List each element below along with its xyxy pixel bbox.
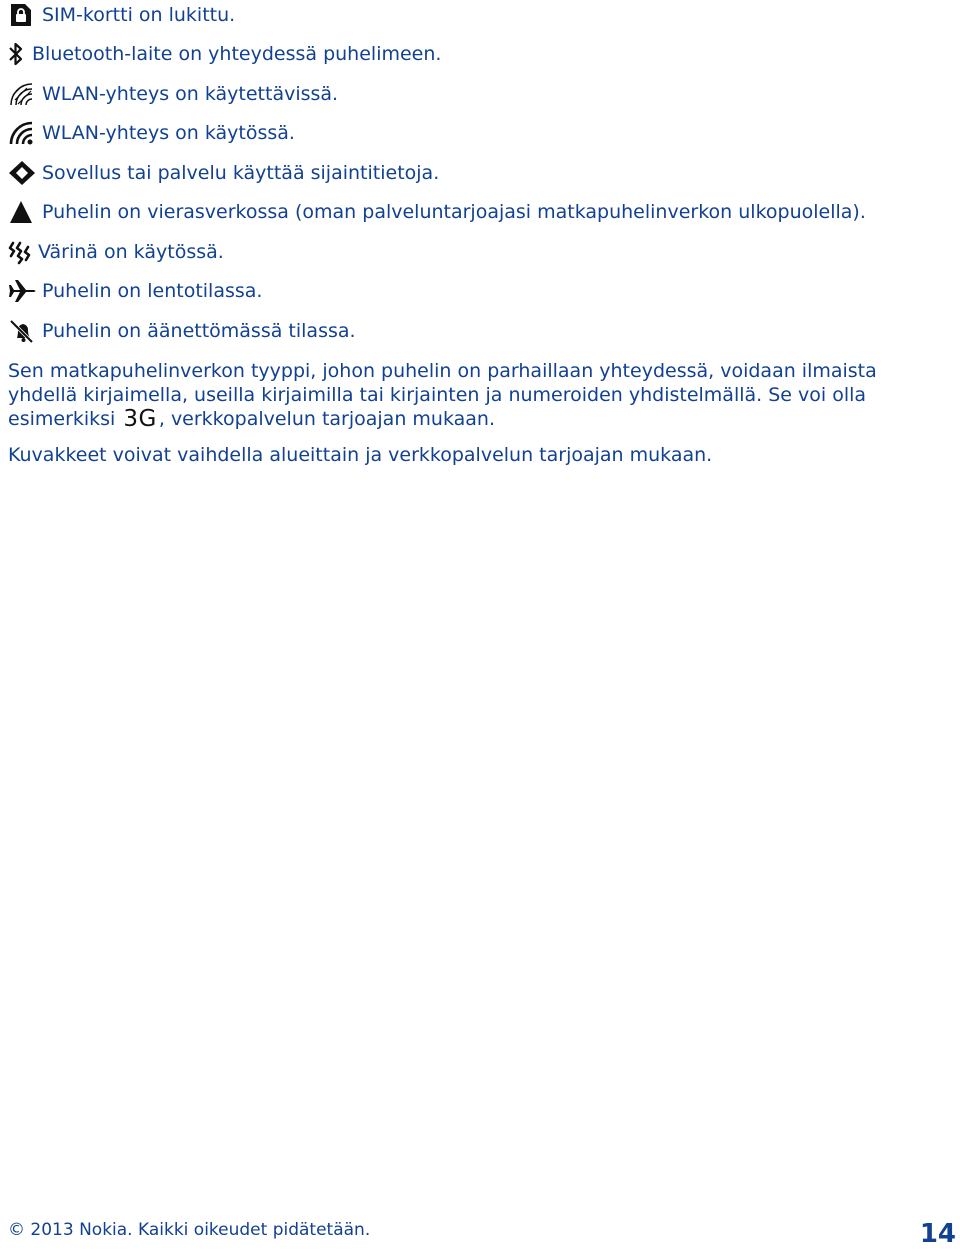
indicator-label: Sovellus tai palvelu käyttää sijaintitietoja. (42, 161, 440, 184)
indicator-row-wlan-active (8, 114, 948, 154)
network-type-text: Sen matkapuhelinverkon tyyppi, johon puhelin on parhaillaan yhteydessä, voidaan ilmaista yhdellä kirjaimella, useilla kirjaimilla tai kirjainten ja numeroiden yhdistelmällä. Se voi olla esimerkiksi (8, 360, 877, 430)
indicator-label: WLAN-yhteys on käytössä. (42, 122, 295, 145)
indicator-row-location (8, 153, 948, 193)
indicator-label: Puhelin on vierasverkossa (oman palveluntarjoajasi matkapuhelinverkon ulkopuolella). (42, 201, 866, 224)
indicator-row-airplane (8, 272, 948, 312)
indicator-row-bluetooth (8, 35, 948, 75)
indicator-row-sim-locked (8, 0, 948, 35)
network-type-text-end: , verkkopalvelun tarjoajan mukaan. (158, 408, 495, 430)
icons-vary-paragraph: Kuvakkeet voivat vaihdella alueittain ja verkkopalvelun tarjoajan mukaan. (8, 444, 713, 466)
location-icon (8, 159, 38, 187)
wlan-active-icon (8, 119, 38, 147)
sim-lock-icon (8, 1, 38, 29)
bluetooth-icon (8, 40, 28, 68)
indicator-row-roaming (8, 193, 948, 233)
network-3g-icon: 3G (123, 406, 157, 432)
indicator-row-silent (8, 311, 948, 351)
indicator-label: SIM-kortti on lukittu. (42, 3, 236, 26)
silent-bell-icon (8, 317, 38, 345)
copyright-footer: © 2013 Nokia. Kaikki oikeudet pidätetään. (8, 1220, 371, 1240)
indicator-label: Värinä on käytössä. (38, 240, 224, 263)
indicator-row-wlan-available (8, 74, 948, 114)
indicator-label: Puhelin on äänettömässä tilassa. (42, 319, 356, 342)
indicator-label: WLAN-yhteys on käytettävissä. (42, 82, 339, 105)
indicator-label: Puhelin on lentotilassa. (42, 280, 263, 303)
vibrate-icon (8, 238, 34, 266)
indicator-row-vibrate (8, 232, 948, 272)
status-indicator-list (8, 0, 948, 351)
page-number: 14 (919, 1219, 956, 1249)
network-type-paragraph (8, 359, 952, 431)
indicator-label: Bluetooth-laite on yhteydessä puhelimeen. (32, 43, 442, 66)
roaming-icon (8, 198, 38, 226)
airplane-icon (8, 277, 38, 305)
wlan-available-icon (8, 80, 38, 108)
